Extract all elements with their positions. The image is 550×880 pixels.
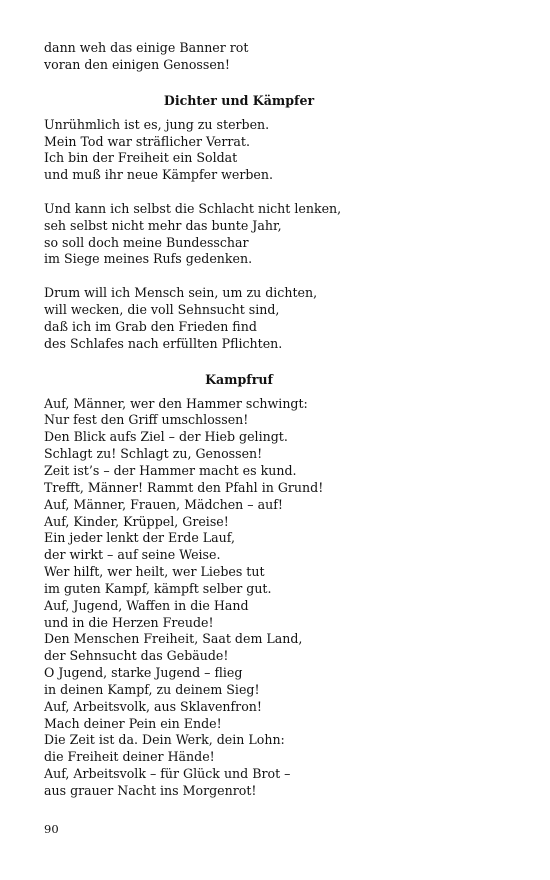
verse-line: will wecken, die voll Sehnsucht sind, (44, 302, 280, 318)
verse-line: Auf, Männer, Frauen, Mädchen – auf! (44, 496, 283, 512)
stanza (44, 285, 464, 352)
verse-line: Auf, Arbeitsvolk, aus Sklavenfron! (44, 698, 262, 714)
verse-line: Den Menschen Freiheit, Saat dem Land, (44, 631, 303, 647)
verse-line: Auf, Männer, wer den Hammer schwingt: (44, 395, 308, 411)
verse-line: aus grauer Nacht ins Morgenrot! (44, 783, 257, 798)
verse-line: Den Blick aufs Ziel – der Hieb gelingt. (44, 429, 288, 445)
spacer (44, 109, 464, 117)
verse-line: seh selbst nicht mehr das bunte Jahr, (44, 217, 282, 233)
verse-line: Nur fest den Griff umschlossen! (44, 412, 249, 428)
verse-line: Schlagt zu! Schlagt zu, Genossen! (44, 446, 263, 462)
verse-line: dann weh das einige Banner rot (44, 40, 249, 55)
spacer (44, 353, 464, 371)
text-column (44, 40, 464, 800)
verse-line: Trefft, Männer! Rammt den Pfahl in Grund! (44, 479, 324, 495)
verse-line: so soll doch meine Bundesschar (44, 234, 249, 250)
poem-title-dichter-und-kaempfer: Dichter und Kämpfer (163, 92, 315, 108)
verse-line: Auf, Kinder, Krüppel, Greise! (44, 513, 229, 529)
verse-line: Auf, Arbeitsvolk – für Glück und Brot – (44, 766, 291, 782)
poem-kampfruf (44, 396, 464, 800)
spacer (44, 268, 464, 285)
spacer (44, 184, 464, 201)
verse-line: die Freiheit deiner Hände! (44, 749, 215, 765)
verse-line: der wirkt – auf seine Weise. (44, 547, 221, 563)
verse-line: im Siege meines Rufs gedenken. (44, 251, 253, 267)
verse-line: Mach deiner Pein ein Ende! (44, 715, 222, 731)
verse-line: in deinen Kampf, zu deinem Sieg! (44, 681, 260, 697)
verse-line: Unrühmlich ist es, jung zu sterben. (44, 116, 270, 132)
verse-line: Ein jeder lenkt der Erde Lauf, (44, 530, 235, 546)
verse-line: Die Zeit ist da. Dein Werk, dein Lohn: (44, 732, 285, 748)
verse-line: O Jugend, starke Jugend – flieg (44, 665, 243, 681)
spacer (44, 74, 464, 92)
poem-title-kampfruf: Kampfruf (205, 371, 273, 387)
stanza (44, 201, 464, 268)
verse-line: daß ich im Grab den Frieden find (44, 318, 257, 334)
verse-line: der Sehnsucht das Gebäude! (44, 648, 229, 664)
verse-line: Zeit ist’s – der Hammer macht es kund. (44, 462, 297, 478)
verse-line: Drum will ich Mensch sein, um zu dichten, (44, 285, 318, 301)
verse-line: Mein Tod war sträflicher Verrat. (44, 133, 250, 149)
verse-line: voran den einigen Genossen! (44, 56, 230, 72)
verse-line: Und kann ich selbst die Schlacht nicht lenken, (44, 200, 342, 216)
verse-line: des Schlafes nach erfüllten Pflichten. (44, 335, 283, 351)
stanza (44, 117, 464, 184)
verse-line: Wer hilft, wer heilt, wer Liebes tut (44, 564, 265, 580)
verse-line: Ich bin der Freiheit ein Soldat (44, 150, 238, 166)
opening-fragment (44, 40, 464, 74)
poem-dichter-und-kaempfer (44, 117, 464, 353)
verse-line: und muß ihr neue Kämpfer werben. (44, 167, 273, 183)
spacer (44, 388, 464, 396)
page-number: 90 (44, 822, 59, 836)
verse-line: und in die Herzen Freude! (44, 614, 214, 630)
verse-line: im guten Kampf, kämpft selber gut. (44, 580, 272, 596)
verse-line: Auf, Jugend, Waffen in die Hand (44, 597, 249, 613)
